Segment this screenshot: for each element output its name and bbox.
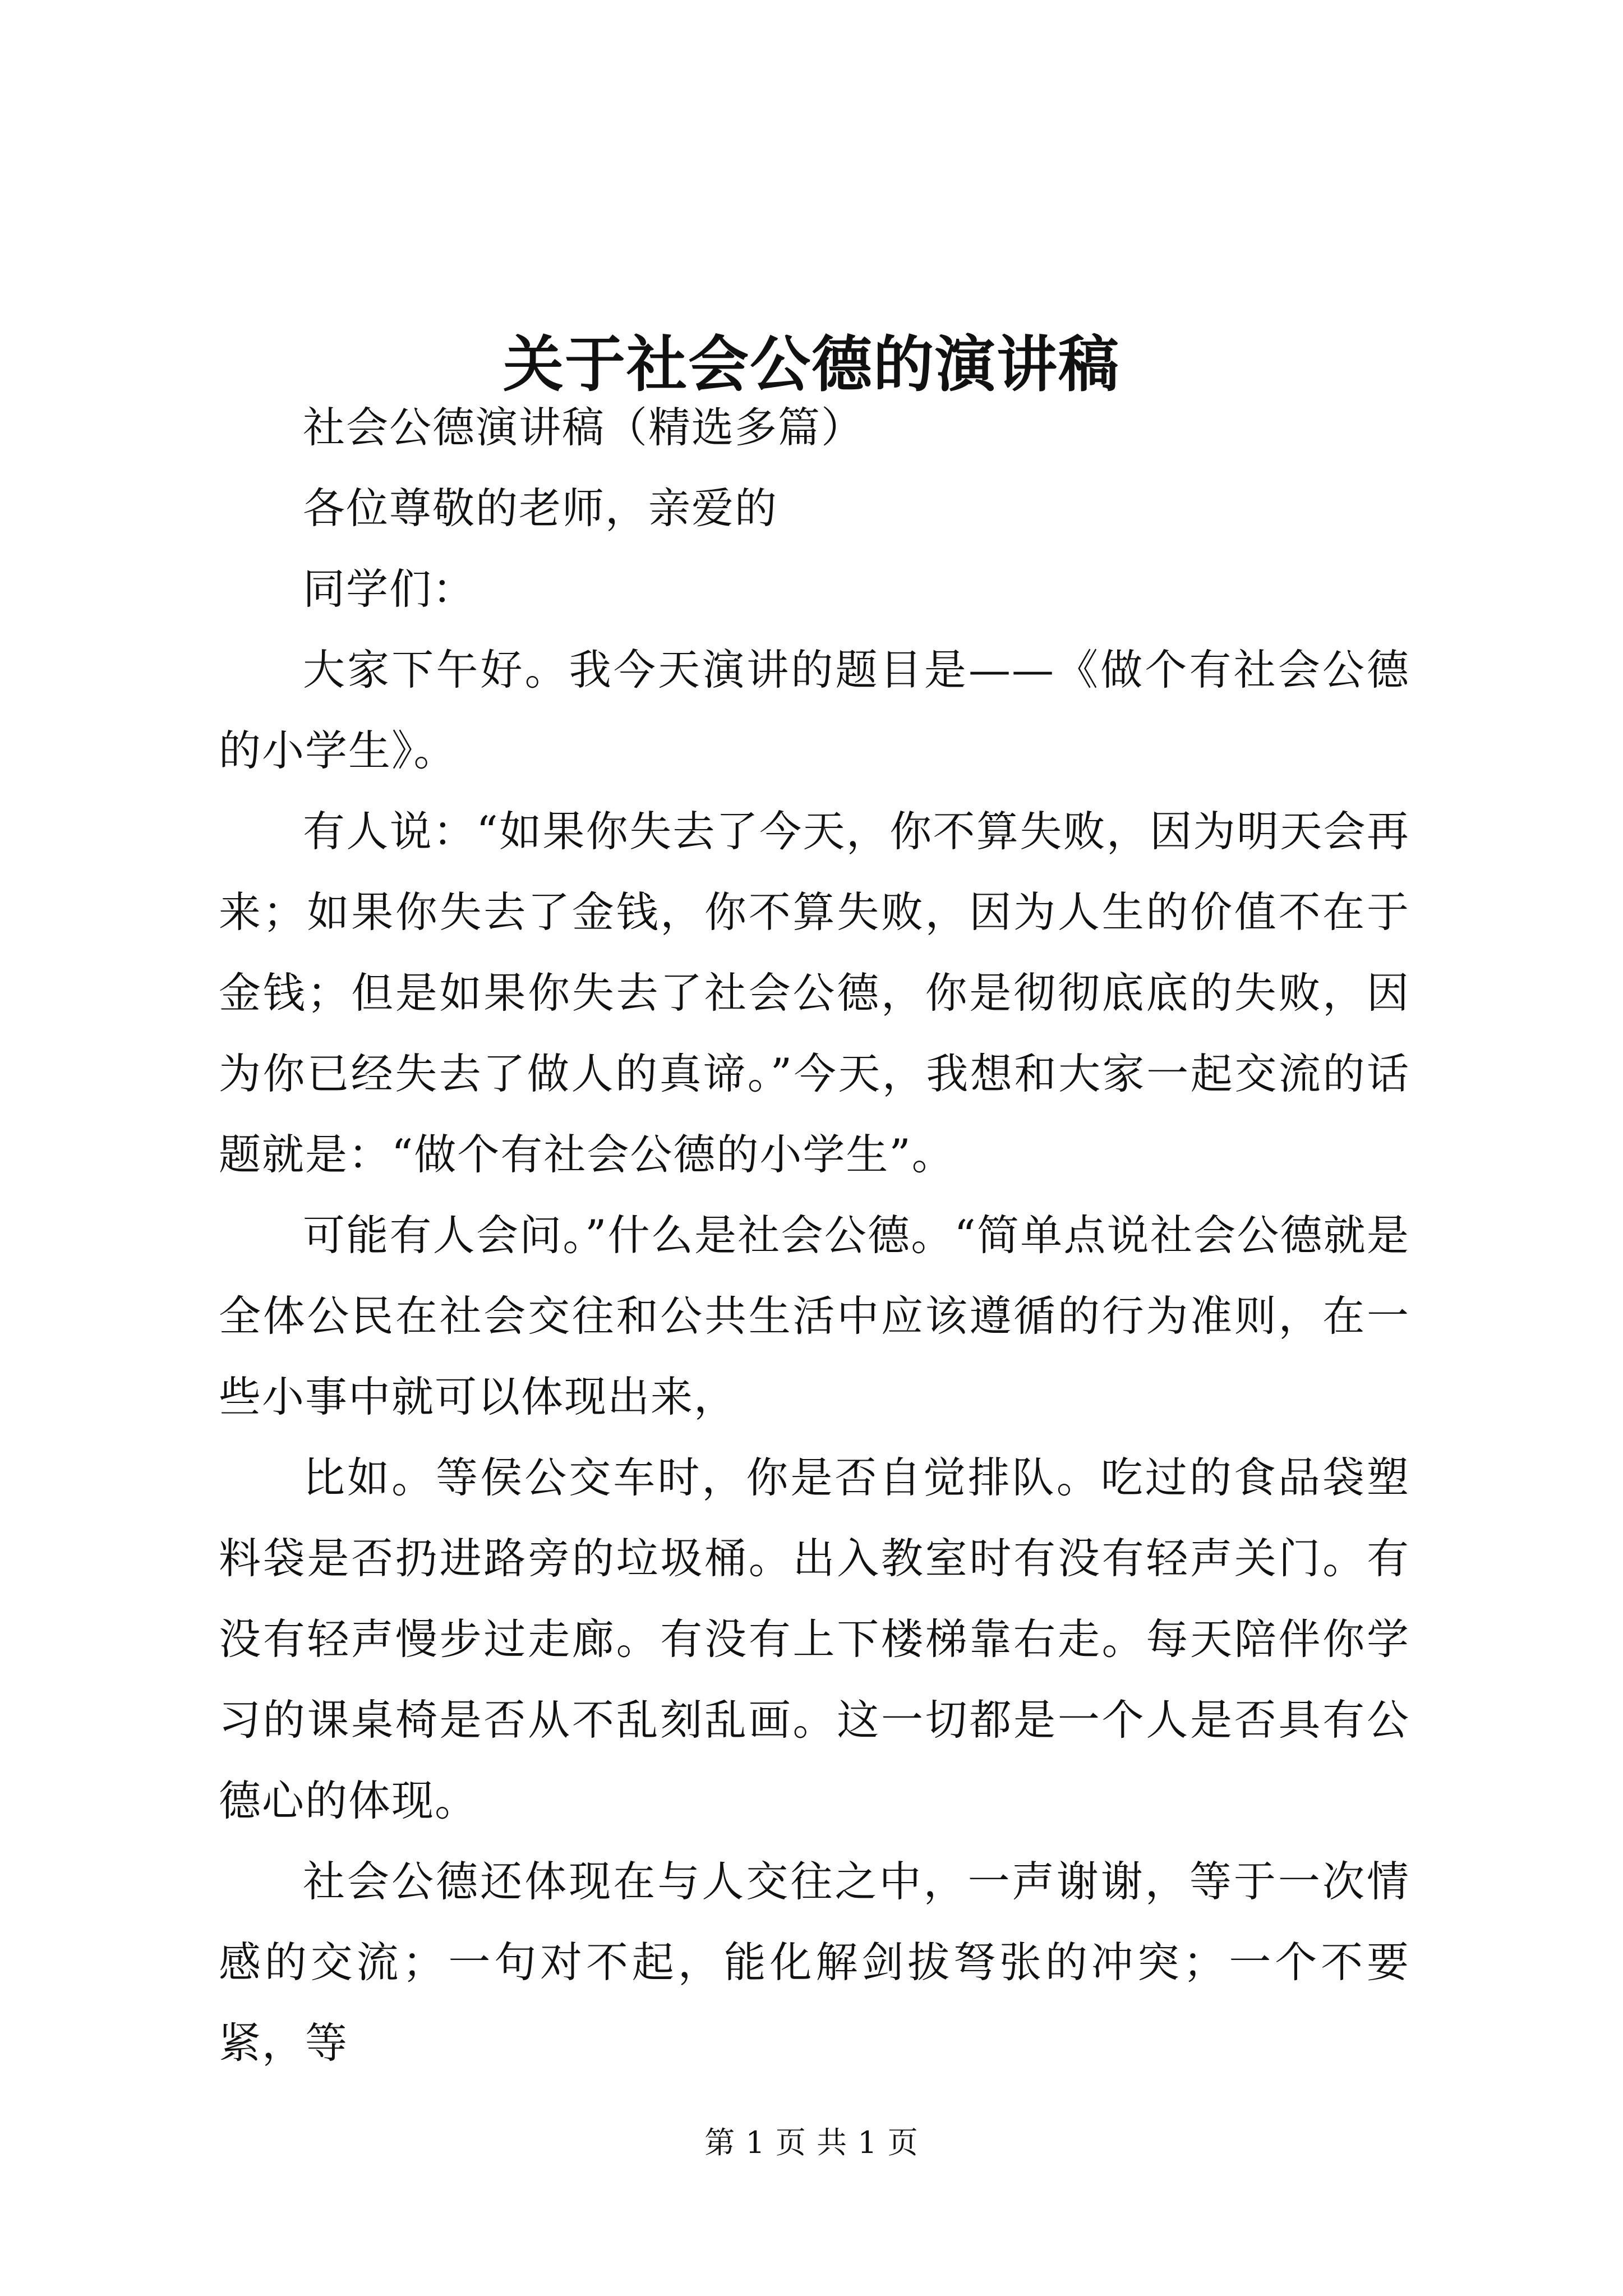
paragraph-quote: 有人说：“如果你失去了今天，你不算失败，因为明天会再来；如果你失去了金钱，你不算失败，因为人生的价值不在于金钱；但是如果你失去了社会公德，你是彻彻底底的失败，因为你已经失去了做人的真谛。”今天，我想和大家一起交流的话题就是：“做个有社会公德的小学生”。 — [219, 807, 1410, 1179]
paragraph-subtitle: 社会公德演讲稿（精选多篇） — [303, 403, 865, 452]
document-title: 关于社会公德的演讲稿 — [502, 329, 1120, 401]
paragraph-salutation-continued: 同学们： — [303, 564, 476, 614]
paragraph-examples: 比如。等侯公交车时，你是否自觉排队。吃过的食品袋塑料袋是否扔进路旁的垃圾桶。出入教室时有没有轻声关门。有没有轻声慢步过走廊。有没有上下楼梯靠右走。每天陪伴你学习的课桌椅是否从不乱刻乱画。这一切都是一个人是否具有公德心的体现。 — [219, 1453, 1410, 1825]
paragraph-definition: 可能有人会问。”什么是社会公德。“简单点说社会公德就是全体公民在社会交往和公共生活中应该遵循的行为准则，在一些小事中就可以体现出来， — [219, 1211, 1410, 1421]
paragraph-greeting: 大家下午好。我今天演讲的题目是——《做个有社会公德的小学生》。 — [219, 645, 1410, 775]
document-body — [219, 387, 1410, 2083]
paragraph-salutation: 各位尊敬的老师，亲爱的 — [303, 484, 778, 533]
paragraph-interaction: 社会公德还体现在与人交往之中，一声谢谢，等于一次情感的交流；一句对不起，能化解剑拔弩张的冲突；一个不要紧，等 — [219, 1857, 1410, 2068]
page-footer: 第 1 页 共 1 页 — [704, 2125, 919, 2160]
